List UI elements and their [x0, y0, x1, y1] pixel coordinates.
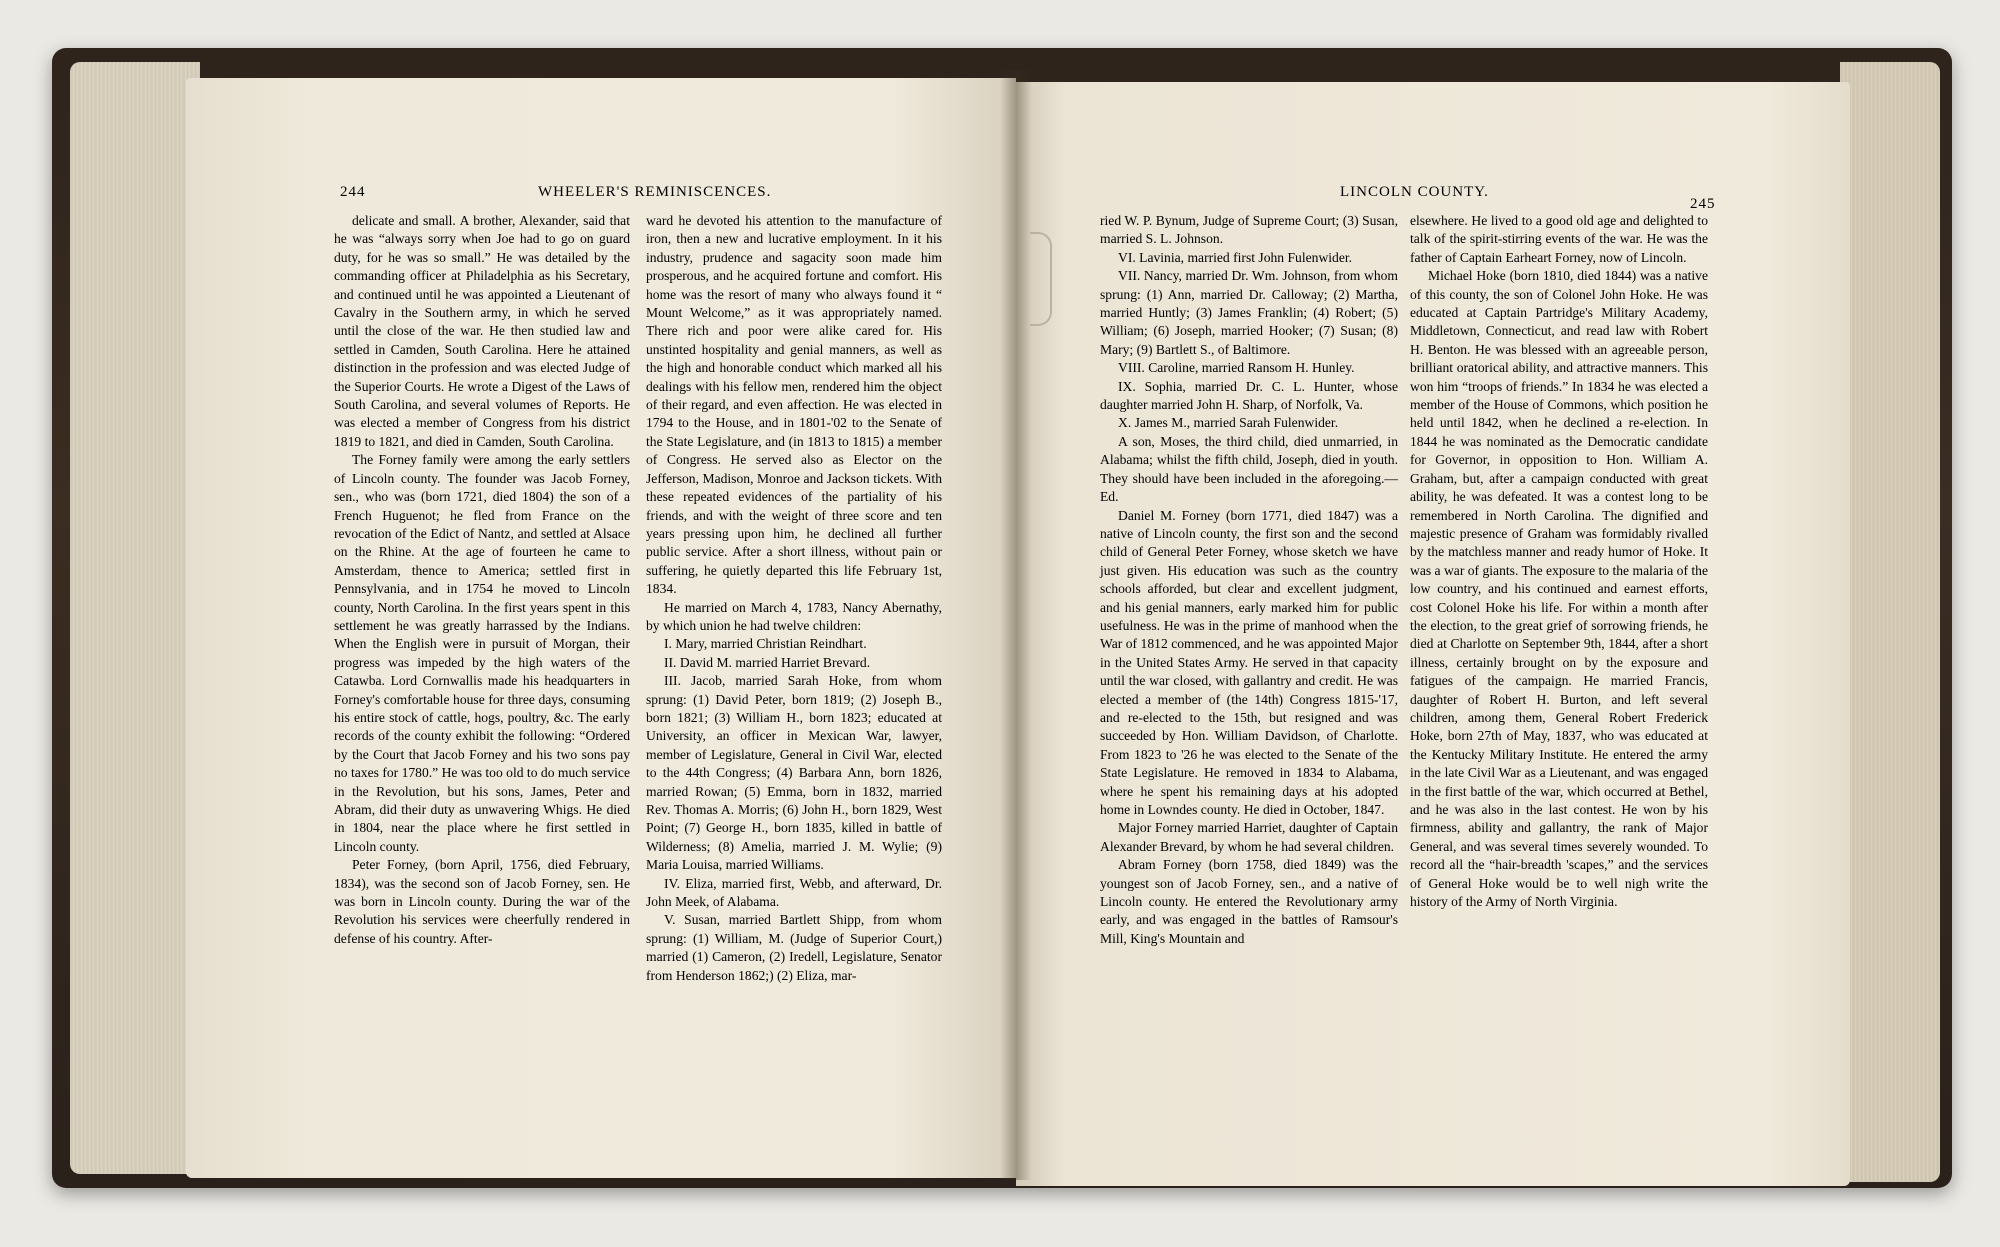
paragraph: ward he devoted his attention to the manufacture of iron, then a new and lucrative employment. In it his industry, prudence and sagacity soon made him prosperous, and he acquired fortune and comfort. His home was the resort of many who always found it “ Mount Welcome,” as it was appropriately named. There rich and poor were alike cared for. His unstinted hospitality and genial manners, as well as the high and honorable conduct which marked all his dealings with his fellow men, rendered him the object of their regard, and even affection. He was elected in 1794 to the House, and in 1801-'02 to the Senate of the State Legislature, and (in 1813 to 1815) a member of Congress. He served also as Elector on the Jefferson, Madison, Monroe and Jackson tickets. With these repeated evidences of the partiality of his friends, and with the weight of three score and ten years pressing upon him, he declined all further public service. After a short illness, without pain or suffering, he quietly departed this life February 1st, 1834. — [646, 213, 942, 597]
left-running-head: WHEELER'S REMINISCENCES. — [538, 184, 772, 200]
right-running-head: LINCOLN COUNTY. — [1340, 184, 1489, 200]
paragraph: I. Mary, married Christian Reindhart. — [664, 636, 867, 652]
right-page-column-2 — [1410, 212, 1708, 911]
book-gutter — [1000, 70, 1032, 1180]
paragraph: II. David M. married Harriet Brevard. — [664, 654, 871, 670]
paragraph: The Forney family were among the early settlers of Lincoln county. The founder was Jacob Forney, sen., who was (born 1721, died 1804) the son of a French Huguenot; he fled from France on the revocation of the Edict of Nantz, and settled at Alsace on the Rhine. At the age of fourteen he came to Amsterdam, thence to America; settled first in Pennsylvania, and in 1754 he moved to Lincoln county, North Carolina. In the first years spent in this settlement he was greatly harrassed by the Indians. When the English were in pursuit of Morgan, their progress was impeded by the high waters of the Catawba. Lord Cornwallis made his headquarters in Forney's comfortable house for three days, consuming his entire stock of cattle, hogs, poultry, &c. The early records of the county exhibit the following: “Ordered by the Court that Jacob Forney and his two sons pay no taxes for 1780.” He was too old to do much service in the Revolution, but his sons, James, Peter and Abram, did their duty as unwavering Whigs. He died in 1804, near the place where he first settled in Lincoln county. — [334, 452, 630, 854]
paragraph: X. James M., married Sarah Fulenwider. — [1118, 415, 1339, 431]
paragraph: VII. Nancy, married Dr. Wm. Johnson, from whom sprung: (1) Ann, married Dr. Calloway; (2) Martha, married Huntly; (3) James Franklin; (4) Robert; (5) William; (6) Joseph, married Hooker; (7) Susan; (8) Mary; (9) Bartlett S., of Baltimore. — [1100, 268, 1398, 357]
paragraph: VIII. Caroline, married Ransom H. Hunley. — [1118, 360, 1355, 376]
left-page-column-2 — [646, 212, 942, 985]
paragraph: Abram Forney (born 1758, died 1849) was the youngest son of Jacob Forney, sen., and a native of Lincoln county. He entered the Revolutionary army early, and was engaged in the battles of Ramsour's Mill, King's Mountain and — [1100, 857, 1398, 946]
right-page-number: 245 — [1690, 196, 1716, 212]
paragraph: IV. Eliza, married first, Webb, and afterward, Dr. John Meek, of Alabama. — [646, 875, 942, 910]
left-page-number: 244 — [340, 184, 366, 200]
paragraph: III. Jacob, married Sarah Hoke, from whom sprung: (1) David Peter, born 1819; (2) Joseph B., born 1821; (3) William H., born 1823; educated at University, an officer in Mexican War, lawyer, member of Legislature, General in Civil War, elected to the 44th Congress; (4) Barbara Ann, born 1826, married Rowan; (5) Emma, born in 1832, married Rev. Thomas A. Morris; (6) John H., born 1829, West Point; (7) George H., born 1835, killed in battle of Wilderness; (8) Amelia, married J. M. Wylie; (9) Maria Louisa, married Williams. — [646, 673, 942, 873]
paragraph: VI. Lavinia, married first John Fulenwider. — [1118, 249, 1353, 265]
paragraph: ried W. P. Bynum, Judge of Supreme Court; (3) Susan, married S. L. Johnson. — [1100, 213, 1398, 247]
paragraph: Michael Hoke (born 1810, died 1844) was a native of this county, the son of Colonel John Hoke. He was educated at Captain Partridge's Military Academy, Middletown, Connecticut, and read law with Robert H. Benton. He was blessed with an agreeable person, brilliant oratorical ability, and attractive manners. This won him “troops of friends.” In 1834 he was elected a member of the House of Commons, which position he held until 1842, when he declined a re-election. In 1844 he was nominated as the Democratic candidate for Governor, in opposition to Hon. William A. Graham, but, after a campaign conducted with great ability, he was defeated. It was a contest long to be remembered in North Carolina. The dignified and majestic presence of Graham was formidably rivalled by the matchless manner and ready humor of Hoke. It was a war of giants. The exposure to the malaria of the low country, and his continued and earnest efforts, cost Colonel Hoke his life. For within a month after the election, to the great grief of sorrowing friends, he died at Charlotte on September 9th, 1844, after a short illness, certainly brought on by the exposure and fatigues of the campaign. He married Francis, daughter of Robert H. Burton, and left several children, among them, General Robert Frederick Hoke, born 27th of May, 1837, who was educated at the Kentucky Military Institute. He entered the army in the late Civil War as a Lieutenant, and was engaged in the first battle of the war, which occurred at Bethel, and he was also in the last contest. He won by his firmness, ability and gallantry, the rank of Major General, and was several times severely wounded. To record all the “hair-breadth 'scapes,” and the services of General Hoke would be to well nigh write the history of the Army of North Virginia. — [1410, 268, 1708, 910]
paragraph: Major Forney married Harriet, daughter of Captain Alexander Brevard, by whom he had several children. — [1100, 820, 1398, 854]
left-page-column-1 — [334, 212, 630, 948]
paragraph: V. Susan, married Bartlett Shipp, from whom sprung: (1) William, M. (Judge of Superior Court,) married (1) Cameron, (2) Iredell, Legislature, Senator from Henderson 1862;) (2) Eliza, mar- — [646, 912, 942, 983]
paragraph: IX. Sophia, married Dr. C. L. Hunter, whose daughter married John H. Sharp, of Norfolk, Va. — [1100, 378, 1398, 413]
paragraph: delicate and small. A brother, Alexander, said that he was “always sorry when Joe had to go on guard duty, for he was so small.” He was detailed by the commanding officer at Philadelphia as his Secretary, and continued until he was appointed a Lieutenant of Cavalry in the Southern army, in which he served until the close of the war. He then studied law and settled in Camden, South Carolina. Here he attained distinction in the profession and was elected Judge of the Superior Courts. He wrote a Digest of the Laws of South Carolina, and several volumes of Reports. He was elected a member of Congress from his district 1819 to 1821, and died in Camden, South Carolina. — [334, 213, 630, 449]
paragraph: Daniel M. Forney (born 1771, died 1847) was a native of Lincoln county, the first son and the second child of General Peter Forney, whose sketch we have just given. His education was such as the country schools afforded, but clear and excellent judgment, and his genial manners, early marked him for public usefulness. He was in the prime of manhood when the War of 1812 commenced, and he was appointed Major in the United States Army. He served in that capacity until the war closed, with gallantry and credit. He was elected a member of (the 14th) Congress 1815-'17, and re-elected to the 15th, but resigned and was succeeded by Hon. William Davidson, of Charlotte. From 1823 to '26 he was elected to the Senate of the State Legislature. He removed in 1834 to Alabama, where he spent his remaining days at his adopted home in Lowndes county. He died in October, 1847. — [1100, 507, 1398, 817]
paragraph: He married on March 4, 1783, Nancy Abernathy, by which union he had twelve children: — [646, 599, 942, 633]
paragraph: elsewhere. He lived to a good old age and delighted to talk of the spirit-stirring events of the war. He was the father of Captain Earheart Forney, now of Lincoln. — [1410, 213, 1708, 265]
paragraph: Peter Forney, (born April, 1756, died February, 1834), was the second son of Jacob Forney, sen. He was born in Lincoln county. During the war of the Revolution his services were cheerfully rendered in defense of his country. After- — [334, 857, 630, 946]
left-page-edges — [70, 62, 200, 1174]
right-page-column-1 — [1100, 212, 1398, 948]
paragraph: A son, Moses, the third child, died unmarried, in Alabama; whilst the fifth child, Joseph, died in youth. They should have been included in the aforegoing.—Ed. — [1100, 433, 1398, 505]
right-page-edges — [1840, 62, 1940, 1182]
bookmark-ribbon — [1030, 232, 1052, 326]
